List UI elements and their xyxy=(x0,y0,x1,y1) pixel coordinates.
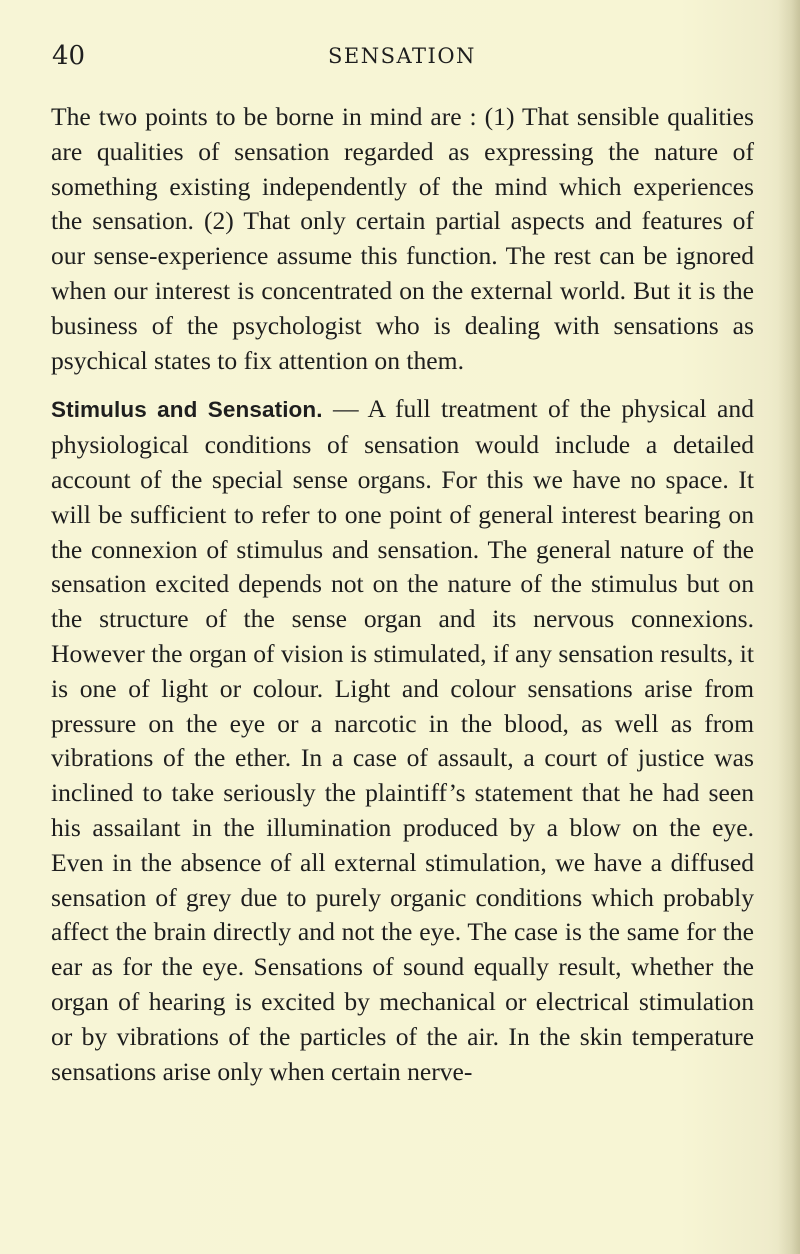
paragraph-1: The two points to be borne in mind are : (1) That sensible qualities are qualities of sensation regarded as expressing the nature of something existing independently of the mind which experiences the sensation. (2) That only certain partial aspects and features of our sense-experience assume this function. The rest can be ignored when our interest is concentrated on the external world. But it is the business of the psychologist who is dealing with sensations as psychical states to fix attention on them. xyxy=(51,102,754,375)
page-edge-shadow xyxy=(778,0,800,1254)
page-header xyxy=(52,36,752,76)
paragraph-2-text: — A full treatment of the physical and physiological conditions of sensation would include a detailed account of the special sense organs. For this we have no space. It will be sufficient to refer to one point of general interest bearing on the connexion of stimulus and sensation. The general nature of the sensation excited depends not on the nature of the stimulus but on the structure of the sense organ and its nervous connexions. However the organ of vision is stimulated, if any sensation results, it is one of light or colour. Light and colour sensations arise from pressure on the eye or a narcotic in the blood, as well as from vibrations of the ether. In a case of assault, a court of justice was inclined to take seriously the plaintiff’s statement that he had seen his assailant in the illumination produced by a blow on the eye. Even in the absence of all external stimulation, we have a diffused sensation of grey due to purely organic conditions which probably affect the brain directly and not the eye. The case is the same for the ear as for the eye. Sensations of sound equally result, whether the organ of hearing is excited by mechanical or electrical stimulation or by vibrations of the particles of the air. In the skin temperature sensations arise only when certain nerve- xyxy=(51,394,755,1086)
section-heading: Stimulus and Sensation. xyxy=(51,397,323,423)
page-number: 40 xyxy=(52,41,86,71)
body-text xyxy=(51,100,754,1089)
paragraph-2 xyxy=(51,392,754,1089)
running-title: SENSATION xyxy=(328,44,476,68)
